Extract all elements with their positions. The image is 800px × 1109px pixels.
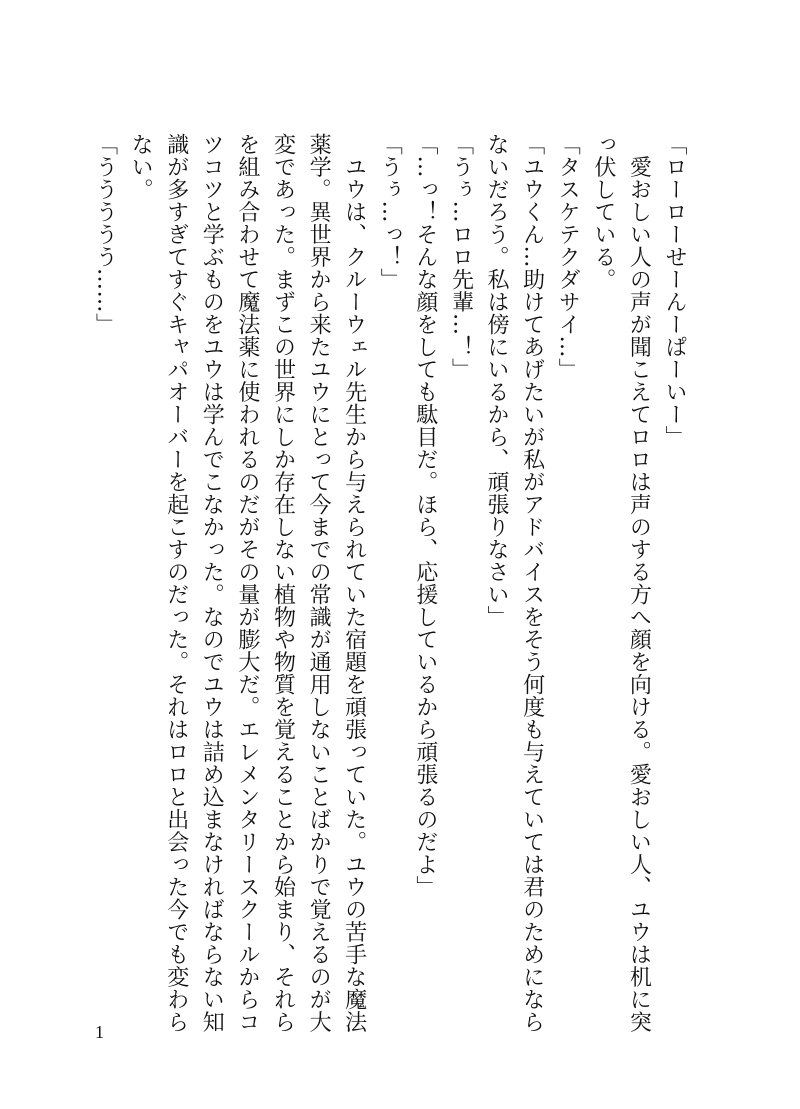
text-line: 「ユウくん…助けてあげたいが私がアドバイスをそう何度も与えていては君のためになら — [519, 133, 545, 1033]
text-line: 「ううううう……」 — [92, 133, 118, 336]
text-line: 愛おしい人の声が聞こえてロロは声のする方へ顔を向ける。愛おしい人、ユウは机に突 — [626, 133, 652, 1033]
text-line: 薬学。異世界から来たユウにとって今までの常識が通用しないことばかりで覚えるのが大 — [306, 133, 332, 1033]
text-line: を組み合わせて魔法薬に使われるのだがその量が膨大だ。エレメンタリースクールからコ — [234, 133, 260, 1033]
text-line: 変であった。まずこの世界にしか存在しない植物や物質を覚えることから始まり、それら — [270, 133, 296, 1033]
vertical-text-body — [87, 133, 692, 1033]
text-line: 「うぅ…っ！」 — [377, 133, 403, 291]
text-line: っ伏している。 — [590, 133, 616, 291]
text-line: 「ローローせーんーぱーいー」 — [662, 133, 687, 448]
text-line: ツコツと学ぶものをユウは学んでこなかった。なのでユウは詰め込まなければならない知 — [199, 133, 225, 1033]
text-line: 識が多すぎてすぐキャパオーバーを起こすのだった。それはロロと出会った今でも変わら — [163, 133, 189, 1033]
text-line: 「…っ！そんな顔をしても駄目だ。ほら、応援しているから頑張るのだよ」 — [412, 133, 438, 898]
text-line: ない。 — [128, 133, 154, 201]
text-line: 「うぅ…ロロ先輩…！」 — [448, 133, 474, 381]
page-number: 1 — [95, 1022, 104, 1042]
text-line: ユウは、クルーウェル先生から与えられていた宿題を頑張っていた。ユウの苦手な魔法 — [341, 133, 367, 1033]
text-line: 「タスケテクダサイ…」 — [555, 133, 581, 381]
text-line: ないだろう。私は傍にいるから、頑張りなさい」 — [484, 133, 510, 628]
